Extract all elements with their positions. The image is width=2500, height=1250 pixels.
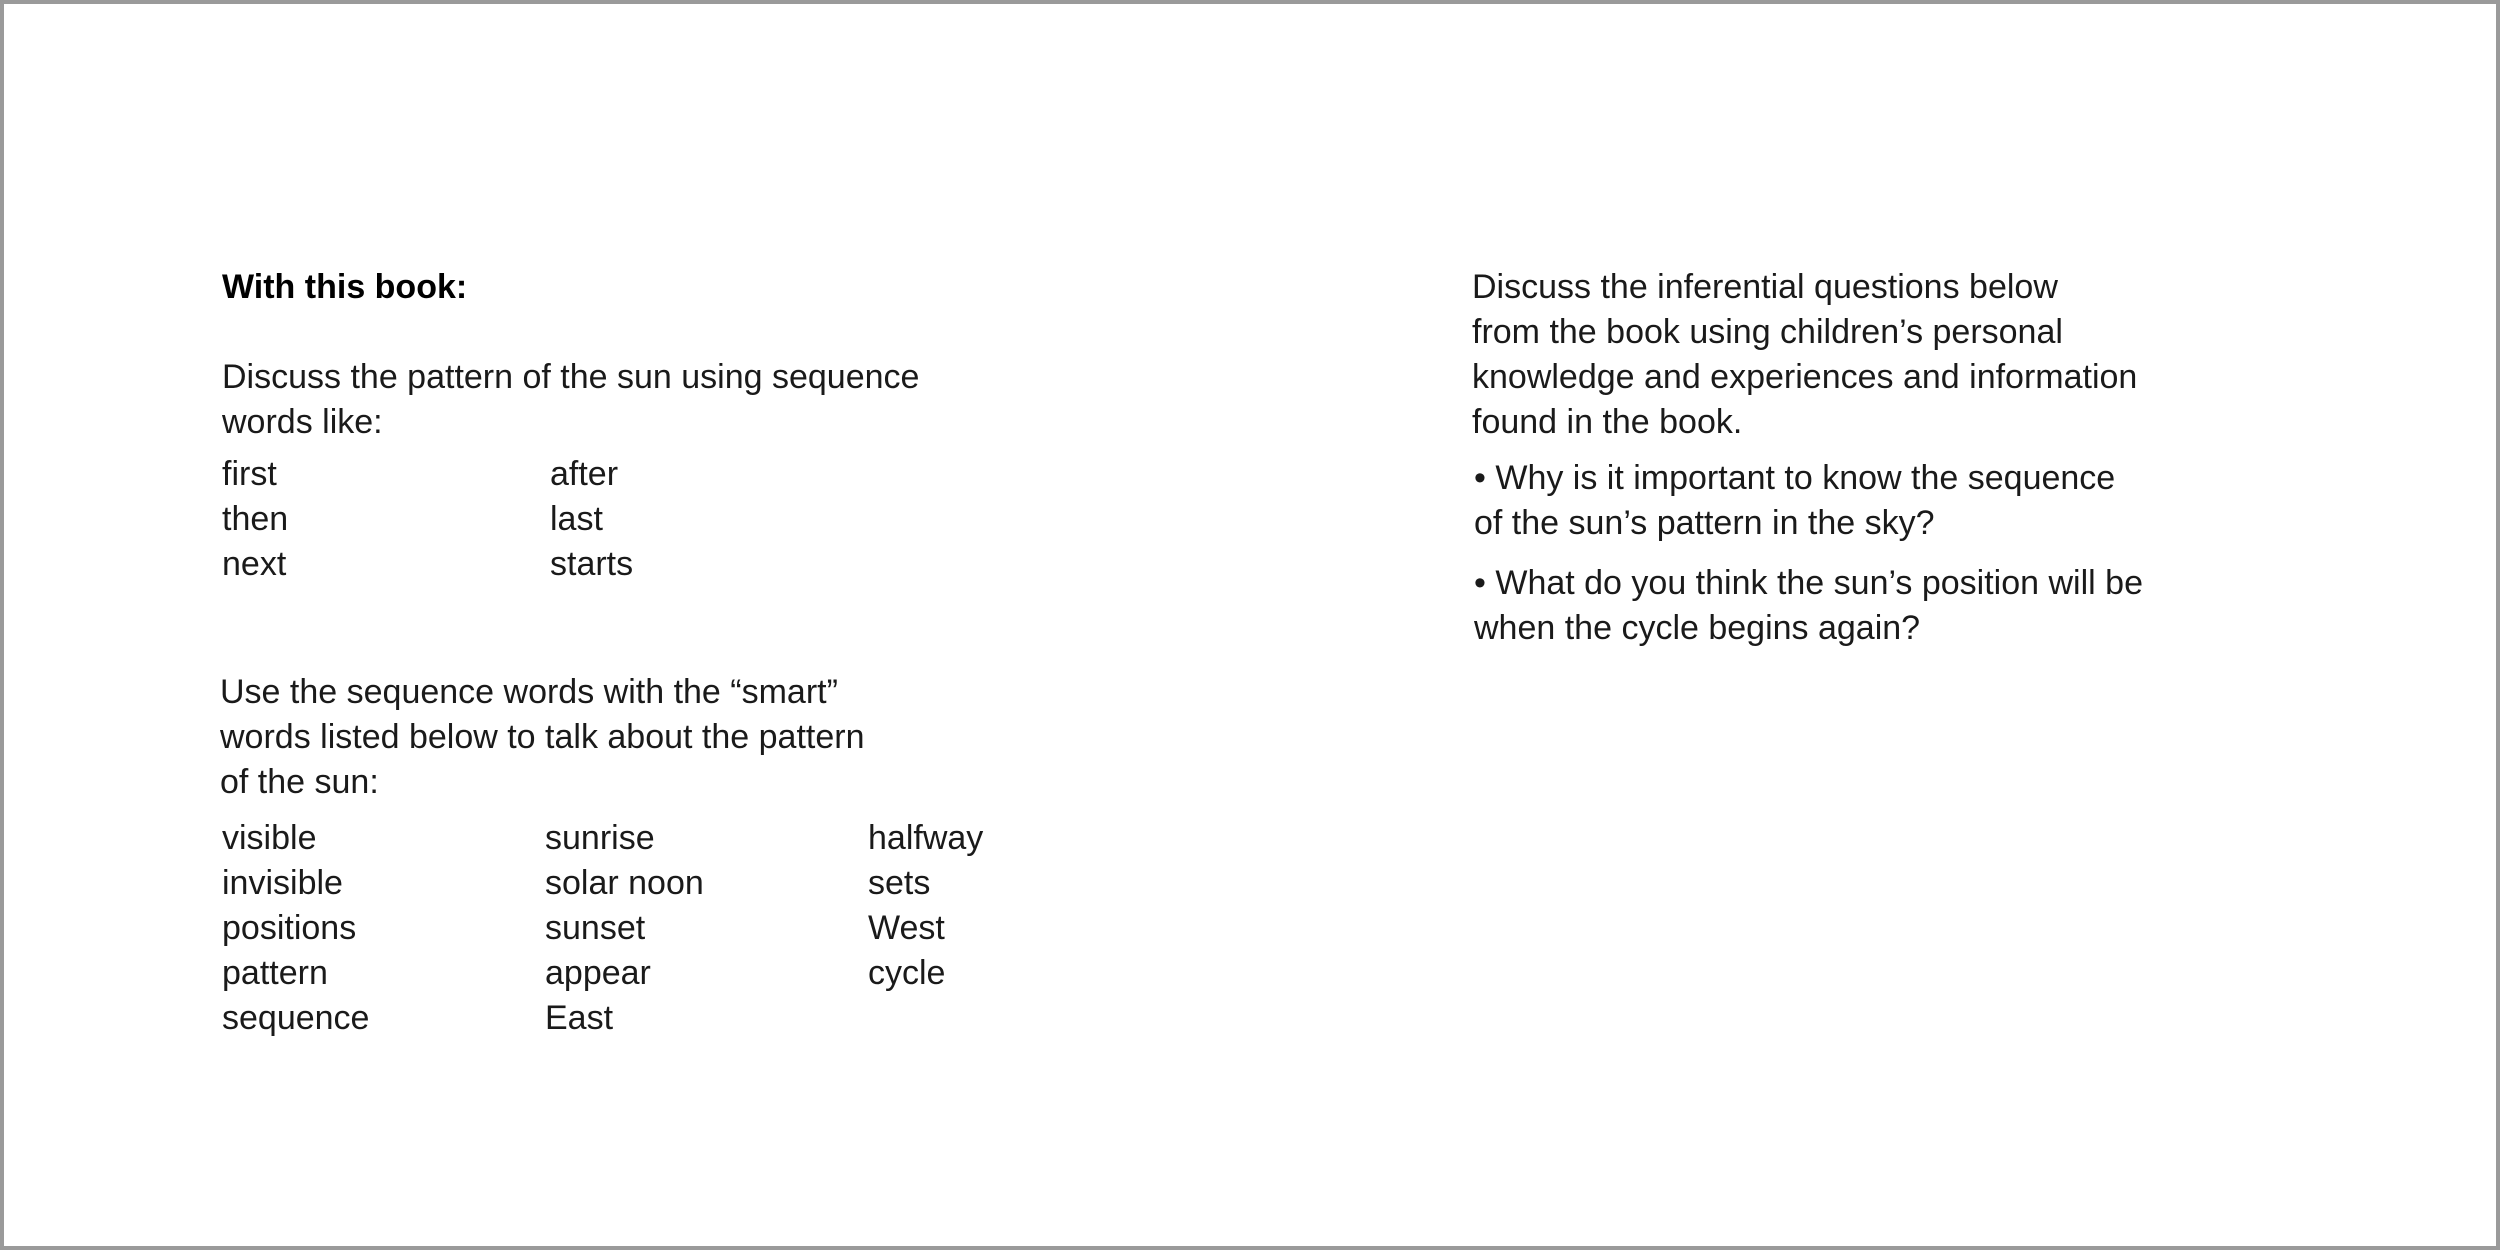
list-item: sequence — [222, 999, 370, 1037]
question-1-line-1: • Why is it important to know the sequence — [1474, 459, 2116, 497]
smart-intro-line-3: of the sun: — [220, 763, 379, 801]
intro-line-1: Discuss the pattern of the sun using sequence — [222, 358, 920, 396]
list-item: solar noon — [545, 864, 704, 902]
sequence-words-col-1 — [222, 452, 288, 587]
list-item: pattern — [222, 954, 328, 992]
list-item: after — [550, 455, 619, 493]
right-intro-line-3: knowledge and experiences and information — [1472, 358, 2138, 396]
list-item: then — [222, 500, 289, 538]
list-item: appear — [545, 954, 651, 992]
intro-line-2: words like: — [222, 403, 383, 441]
smart-words-col-2 — [545, 816, 704, 1041]
question-1-line-2: of the sun’s pattern in the sky? — [1474, 504, 1935, 542]
list-item: sunrise — [545, 819, 655, 857]
list-item: East — [545, 999, 614, 1037]
smart-intro-line-2: words listed below to talk about the pattern — [220, 718, 865, 756]
smart-intro-line-1: Use the sequence words with the “smart” — [220, 673, 838, 711]
question-2-line-1: • What do you think the sun’s position will be — [1474, 564, 2143, 602]
list-item: West — [868, 909, 945, 947]
list-item: cycle — [868, 954, 946, 992]
list-item: starts — [550, 545, 634, 583]
right-intro-line-4: found in the book. — [1472, 403, 1743, 441]
sequence-words-col-2 — [550, 452, 633, 587]
list-item: first — [222, 455, 277, 493]
smart-words-col-1 — [222, 816, 369, 1041]
right-intro-line-2: from the book using children’s personal — [1472, 313, 2063, 351]
right-intro-line-1: Discuss the inferential questions below — [1472, 268, 2058, 306]
list-item: visible — [222, 819, 317, 857]
list-item: invisible — [222, 864, 343, 902]
list-item: sunset — [545, 909, 646, 947]
section-heading: With this book: — [222, 268, 468, 306]
list-item: positions — [222, 909, 357, 947]
list-item: halfway — [868, 819, 984, 857]
question-2-line-2: when the cycle begins again? — [1474, 609, 1921, 647]
list-item: next — [222, 545, 287, 583]
list-item: last — [550, 500, 603, 538]
smart-words-col-3 — [868, 816, 983, 996]
list-item: sets — [868, 864, 931, 902]
